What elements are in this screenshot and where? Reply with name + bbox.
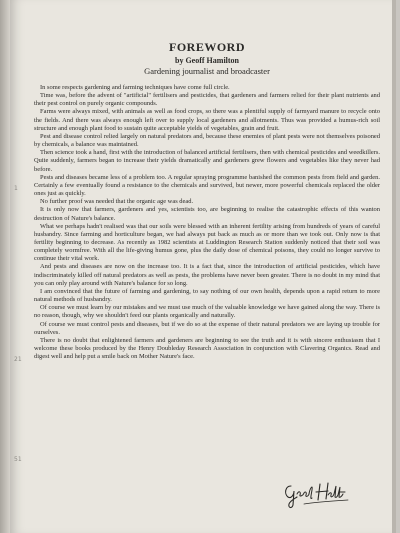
paragraph: And pests and diseases are now on the increase too. It is a fact that, since the introduction of artificial pesticides, which have indiscriminately killed off natural predators as well as pests, the problems have never been greater. There is no doubt in my mind that you can only play around with Nature's balance for so long. [34,263,380,287]
paragraph: I am convinced that the future of farming and gardening, to say nothing of our own health, depends upon a rapid return to more natural methods of husbandry. [34,287,380,304]
paragraph: It is only now that farmers, gardeners and yes, scientists too, are beginning to realise the catastrophic effects of this wanton destruction of Nature's balance. [34,206,380,222]
signature-icon [282,480,352,510]
page-title: FOREWORD [169,40,245,54]
margin-mark: 51 [14,456,22,463]
paragraph: There is no doubt that enlightened farmers and gardeners are beginning to see the truth and it is with sincere enthusiasm that I welcome these books produced by the Henry Doubleday Research Association in conjunction with Clavering Organics. Read and digest well and help put a smile back on Mother Nature's face. [34,336,380,361]
paragraph: Of course we must control pests and diseases, but if we do so at the expense of their natural predators we are laying up trouble for ourselves. [34,320,380,336]
author-role: Gardening journalist and broadcaster [144,66,270,76]
handwritten-signature [282,480,352,510]
paragraph: Pests and diseases became less of a problem too. A regular spraying programme banished the common pests from field and garden. Certainly a few eventually found a resistance to the chemicals and survived, but newer, more powerful chemicals replaced the older ones just as quickly. [34,173,380,198]
author-byline: by Geoff Hamilton [175,56,239,65]
paragraph: In some respects gardening and farming techniques have come full circle. [40,84,230,91]
paragraph: Time was, before the advent of "artificial" fertilisers and pesticides, that gardeners and farmers relied for their plant nutrients and their pest control on purely organic compounds. [34,92,380,108]
paragraph: Then science took a hand, first with the introduction of balanced artificial fertilisers, then with chemical pesticides and weedkillers. Quite suddenly, farmers began to increase their yields dramatically and gardeners grew flowers and vegetables like they never had before. [34,149,380,173]
paragraph: Farms were always mixed, with animals as well as food crops, so there was a plentiful supply of farmyard manure to recycle onto the fields. And there was always enough left over to supply local gardeners and allotments. Thus was provided a humus-rich soil structure and enough plant food to sustain quite acceptable yields of vegetables, grain and fruit. [34,108,380,132]
paragraph: Of course we must learn by our mistakes and we must use much of the valuable knowledge we have gained along the way. There is no reason, though, why we shouldn't feed our plants organically and naturally. [34,304,380,320]
body-text [34,84,380,361]
margin-mark: 1 [14,185,18,192]
foreword-content [34,40,380,361]
paragraph: No further proof was needed that the organic age was dead. [40,198,194,206]
paragraph: Pest and disease control relied largely on natural predators and, because these enemies of plant pests were not themselves poisoned by chemicals, a balance was maintained. [34,132,380,149]
book-spine [0,0,10,533]
margin-mark: 21 [14,356,22,363]
paragraph: What we perhaps hadn't realised was that our soils were blessed with an inherent fertility arising from hundreds of years of careful husbandry. Since farming and horticulture began, we had always put back as much as or more than we took out. Only now is that fertility beginning to decrease. As recently as 1982 scientists at Luddington Research Station suddenly noticed that their soil was completely wormfree. With all the life-giving humus gone, plus the daily dose of chemical poisons, they could no longer survive to continue their vital work. [34,222,380,263]
document-page [10,0,396,533]
page-edge [392,0,396,533]
